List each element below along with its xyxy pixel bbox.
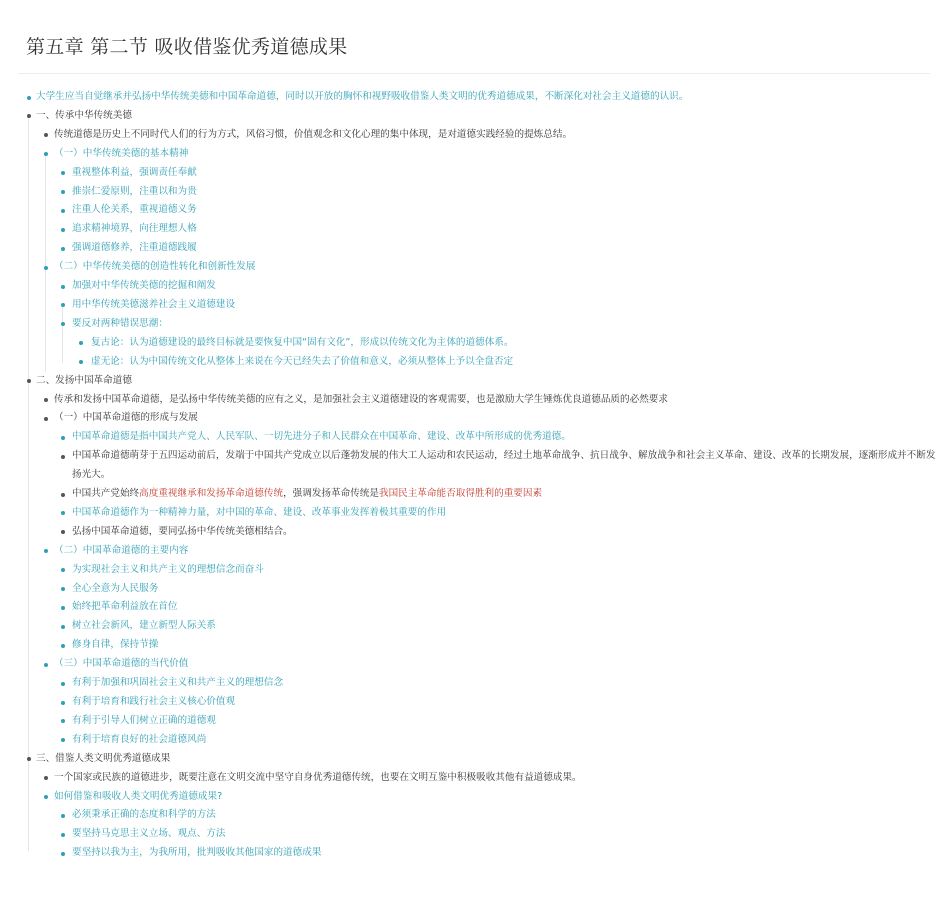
list-item-text: 全心全意为人民服务 <box>72 582 159 594</box>
list-item-text: 一个国家或民族的道德进步，既要注意在文明交流中坚守自身优秀道德传统，也要在文明互鉴中积极吸收其他有益道德成果。 <box>54 771 582 783</box>
bullet-icon <box>61 303 65 307</box>
list-item <box>0 485 950 504</box>
list-item <box>0 296 950 315</box>
list-item-text: 用中华传统美德滋养社会主义道德建设 <box>72 298 236 310</box>
list-item <box>0 334 950 353</box>
page-title: 第五章 第二节 吸收借鉴优秀道德成果 <box>26 36 348 58</box>
bullet-icon <box>61 285 65 289</box>
bullet-icon <box>61 701 65 705</box>
list-item <box>0 201 950 220</box>
list-item <box>0 825 950 844</box>
list-item <box>0 504 950 523</box>
section-heading-text: 三、借鉴人类文明优秀道德成果 <box>36 752 171 764</box>
list-item <box>0 277 950 296</box>
section-heading-1 <box>0 107 950 126</box>
list-item <box>0 239 950 258</box>
bullet-icon <box>61 455 65 459</box>
list-item <box>0 164 950 183</box>
bullet-icon <box>44 549 48 553</box>
bullet-icon <box>61 625 65 629</box>
bullet-icon <box>44 133 48 137</box>
list-item <box>0 617 950 636</box>
list-item-text: 有利于培育和践行社会主义核心价值观 <box>72 696 236 707</box>
list-item-text: 中国革命道德萌芽于五四运动前后，发端于中国共产党成立以后蓬勃发展的伟大工人运动和农民运动，经过土地革命战争、抗日战争、解放战争和社会主义革命、建设、改革的长期发展，逐渐形成并不断发扬光大。 <box>72 450 936 481</box>
subsection-heading-text: （二）中华传统美德的创造性转化和创新性发展 <box>54 261 256 273</box>
outline-item <box>0 126 950 145</box>
list-item-text: 复古论：认为道德建设的最终目标就是要恢复中国“固有文化”，形成以传统文化为主体的道德体系。 <box>91 336 514 348</box>
bullet-icon <box>27 114 31 118</box>
bullet-icon <box>61 568 65 572</box>
bullet-icon <box>61 587 65 591</box>
bullet-icon <box>61 852 65 856</box>
list-item-text: 重视整体利益，强调责任奉献 <box>72 166 197 178</box>
subsection-heading <box>0 145 950 164</box>
outline-item <box>0 391 950 410</box>
list-item-text: 强调道德修养，注重道德践履 <box>72 242 197 254</box>
outline-item-intro <box>0 88 950 107</box>
bullet-icon <box>79 360 83 364</box>
subsection-heading <box>0 258 950 277</box>
bullet-icon <box>61 738 65 742</box>
text-segment: 中国共产党始终 <box>72 488 140 500</box>
bullet-icon <box>61 511 65 515</box>
bullet-icon <box>61 644 65 648</box>
bullet-icon <box>61 436 65 440</box>
bullet-icon <box>61 682 65 686</box>
list-item-text: 必须秉承正确的态度和科学的方法 <box>72 809 216 821</box>
list-item-text: 要坚持马克思主义立场、观点、方法 <box>72 828 226 840</box>
list-item <box>0 636 950 655</box>
bullet-icon <box>61 833 65 837</box>
bullet-icon <box>61 247 65 251</box>
list-item <box>0 220 950 239</box>
section-heading-2 <box>0 372 950 391</box>
bullet-icon <box>27 379 31 383</box>
list-item-text: 虚无论：认为中国传统文化从整体上来说在今天已经失去了价值和意义，必须从整体上予以全盘否定 <box>91 355 514 367</box>
bullet-icon <box>61 493 65 497</box>
list-item-text: 弘扬中国革命道德，要同弘扬中华传统美德相结合。 <box>72 525 293 537</box>
outline <box>0 88 950 863</box>
list-item-text: 大学生应当自觉继承并弘扬中华传统美德和中国革命道德，同时以开放的胸怀和视野吸收借鉴人类文明的优秀道德成果，不断深化对社会主义道德的认识。 <box>36 91 689 102</box>
list-item-text: 有利于培育良好的社会道德风尚 <box>72 733 207 745</box>
bullet-icon <box>44 663 48 667</box>
list-item-text: 中国革命道德是指中国共产党人、人民军队、一切先进分子和人民群众在中国革命、建设、改革中所形成的优秀道德。 <box>72 431 571 443</box>
list-item-text: 要坚持以我为主，为我所用，批判吸收其他国家的道德成果 <box>72 847 322 859</box>
list-item <box>0 353 950 372</box>
subsection-heading <box>0 788 950 807</box>
bullet-icon <box>44 776 48 780</box>
list-item <box>0 561 950 580</box>
highlight-text: 我国民主革命能否取得胜利的重要因素 <box>379 488 543 500</box>
outline-item <box>0 769 950 788</box>
bullet-icon <box>44 266 48 270</box>
subsection-heading <box>0 542 950 561</box>
list-item <box>0 598 950 617</box>
list-item <box>0 428 950 447</box>
list-item-text: 追求精神境界，向往理想人格 <box>72 223 197 235</box>
bullet-icon <box>44 398 48 402</box>
list-item-text: 加强对中华传统美德的挖掘和阐发 <box>72 280 216 292</box>
list-item <box>0 693 950 712</box>
subsection-heading <box>0 655 950 674</box>
title-divider <box>18 73 930 74</box>
subsection-heading-text: （一）中国革命道德的形成与发展 <box>54 412 198 424</box>
subsection-heading-text: （一）中华传统美德的基本精神 <box>54 147 189 159</box>
section-heading-text: 一、传承中华传统美德 <box>36 109 132 121</box>
bullet-icon <box>61 190 65 194</box>
bullet-icon <box>27 757 31 761</box>
list-item-text: 树立社会新风，建立新型人际关系 <box>72 620 216 632</box>
bullet-icon <box>44 152 48 156</box>
list-item <box>0 580 950 599</box>
bullet-icon <box>61 530 65 534</box>
bullet-icon <box>61 719 65 723</box>
bullet-icon <box>61 814 65 818</box>
list-item-text: 传统道德是历史上不同时代人们的行为方式，风俗习惯，价值观念和文化心理的集中体现，是对道德实践经验的提炼总结。 <box>54 128 573 140</box>
list-item-text: 有利于加强和巩固社会主义和共产主义的理想信念 <box>72 677 284 689</box>
section-heading-3 <box>0 750 950 769</box>
list-item-text: 推崇仁爱原则，注重以和为贵 <box>72 185 197 197</box>
bullet-icon <box>61 322 65 326</box>
list-item <box>0 844 950 863</box>
list-item-text: 修身自律，保持节操 <box>72 639 159 651</box>
subsection-heading-text: （二）中国革命道德的主要内容 <box>54 544 189 556</box>
bullet-icon <box>61 228 65 232</box>
list-item-text: 中国革命道德作为一种精神力量，对中国的革命、建设、改革事业发挥着极其重要的作用 <box>72 506 447 518</box>
list-item-text: 传承和发扬中国革命道德，是弘扬中华传统美德的应有之义，是加强社会主义道德建设的客观需要，也是激励大学生锤炼优良道德品质的必然要求 <box>54 393 668 405</box>
list-item <box>0 183 950 202</box>
subsection-heading-text: （三）中国革命道德的当代价值 <box>54 658 189 670</box>
list-item-text: 要反对两种错误思潮： <box>72 317 168 329</box>
list-item-text: 始终把革命利益放在首位 <box>72 601 178 613</box>
list-item <box>0 315 950 334</box>
bullet-icon <box>44 417 48 421</box>
subsection-heading <box>0 409 950 428</box>
bullet-icon <box>61 209 65 213</box>
list-item-text: 注重人伦关系，重视道德义务 <box>72 204 197 216</box>
list-item <box>0 712 950 731</box>
list-item-text <box>72 485 542 504</box>
list-item <box>0 523 950 542</box>
list-item <box>0 447 942 485</box>
text-segment: ，强调发扬革命传统是 <box>283 488 379 500</box>
bullet-icon <box>79 341 83 345</box>
bullet-icon <box>61 606 65 610</box>
list-item <box>0 806 950 825</box>
list-item-text: 为实现社会主义和共产主义的理想信念而奋斗 <box>72 563 264 575</box>
list-item-text: 有利于引导人们树立正确的道德观 <box>72 714 216 726</box>
subsection-heading-text: 如何借鉴和吸收人类文明优秀道德成果? <box>54 790 223 802</box>
list-item <box>0 674 950 693</box>
list-item <box>0 731 950 750</box>
bullet-icon <box>27 96 31 100</box>
bullet-icon <box>44 795 48 799</box>
bullet-icon <box>61 171 65 175</box>
highlight-text: 高度重视继承和发扬革命道德传统 <box>139 488 284 500</box>
section-heading-text: 二、发扬中国革命道德 <box>36 374 132 386</box>
